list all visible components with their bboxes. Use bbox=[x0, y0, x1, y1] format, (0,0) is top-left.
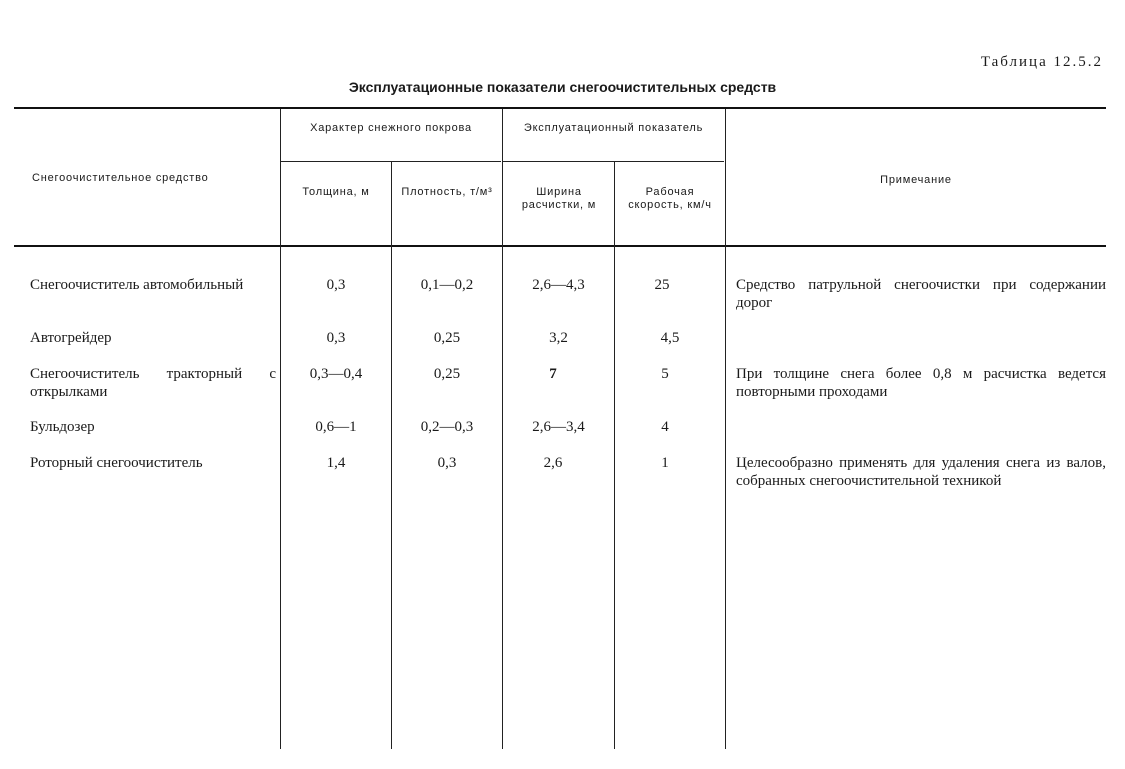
row-1-thickness: 0,3 bbox=[326, 277, 346, 293]
row-3-note: При толщине снега более 0,8 м расчистка ведется повторными проходами bbox=[736, 366, 1106, 400]
header-equipment: Снегоочистительное средство bbox=[32, 172, 209, 184]
row-1-density: 0,1—0,2 bbox=[420, 277, 474, 293]
header-thickness: Толщина, м bbox=[302, 186, 370, 198]
table-top-rule bbox=[14, 107, 1106, 109]
row-5-density: 0,3 bbox=[437, 455, 457, 471]
header-note: Примечание bbox=[880, 174, 952, 186]
header-bottom-rule bbox=[14, 245, 1106, 247]
header-width: Ширина расчистки, м bbox=[521, 186, 597, 211]
row-2-width: 3,2 bbox=[549, 330, 568, 346]
row-5-width: 2,6 bbox=[543, 455, 563, 471]
row-4-thickness: 0,6—1 bbox=[315, 419, 357, 435]
row-5-thickness: 1,4 bbox=[326, 455, 346, 471]
table-title: Эксплуатационные показатели снегоочистительных средств bbox=[348, 79, 777, 95]
row-3-speed: 5 bbox=[661, 366, 669, 382]
group-header-underline bbox=[503, 161, 724, 162]
row-1-width: 2,6—4,3 bbox=[532, 277, 585, 293]
row-1-equipment: Снегоочиститель автомобильный bbox=[30, 277, 244, 293]
row-4-speed: 4 bbox=[661, 419, 669, 435]
row-2-density: 0,25 bbox=[433, 330, 461, 346]
header-speed: Рабочая скорость, км/ч bbox=[628, 186, 712, 211]
row-3-width: 7 bbox=[549, 366, 557, 382]
row-2-speed: 4,5 bbox=[660, 330, 680, 346]
row-5-speed: 1 bbox=[661, 455, 669, 471]
row-2-thickness: 0,3 bbox=[326, 330, 346, 346]
header-group-operational: Эксплуатационный показатель bbox=[523, 122, 704, 134]
row-1-note: Средство патрульной снегоочистки при содержании дорог bbox=[736, 277, 1106, 311]
row-5-equipment: Роторный снегоочиститель bbox=[30, 455, 203, 471]
row-2-equipment: Автогрейдер bbox=[30, 330, 112, 346]
row-5-note: Целесообразно применять для удаления снега из валов, собранных снегоочистительной техникой bbox=[736, 455, 1106, 489]
row-3-equipment: Снегоочиститель тракторный с открылками bbox=[30, 366, 276, 400]
group-header-underline bbox=[281, 161, 501, 162]
column-divider bbox=[725, 109, 726, 749]
table-caption: Таблица 12.5.2 bbox=[980, 54, 1103, 70]
header-density: Плотность, т/м³ bbox=[401, 186, 493, 198]
row-4-width: 2,6—3,4 bbox=[532, 419, 585, 435]
row-4-equipment: Бульдозер bbox=[30, 419, 95, 435]
row-3-density: 0,25 bbox=[433, 366, 461, 382]
row-3-thickness: 0,3—0,4 bbox=[309, 366, 363, 382]
row-1-speed: 25 bbox=[654, 277, 670, 293]
header-group-snow: Характер снежного покрова bbox=[310, 122, 472, 134]
row-4-density: 0,2—0,3 bbox=[420, 419, 474, 435]
